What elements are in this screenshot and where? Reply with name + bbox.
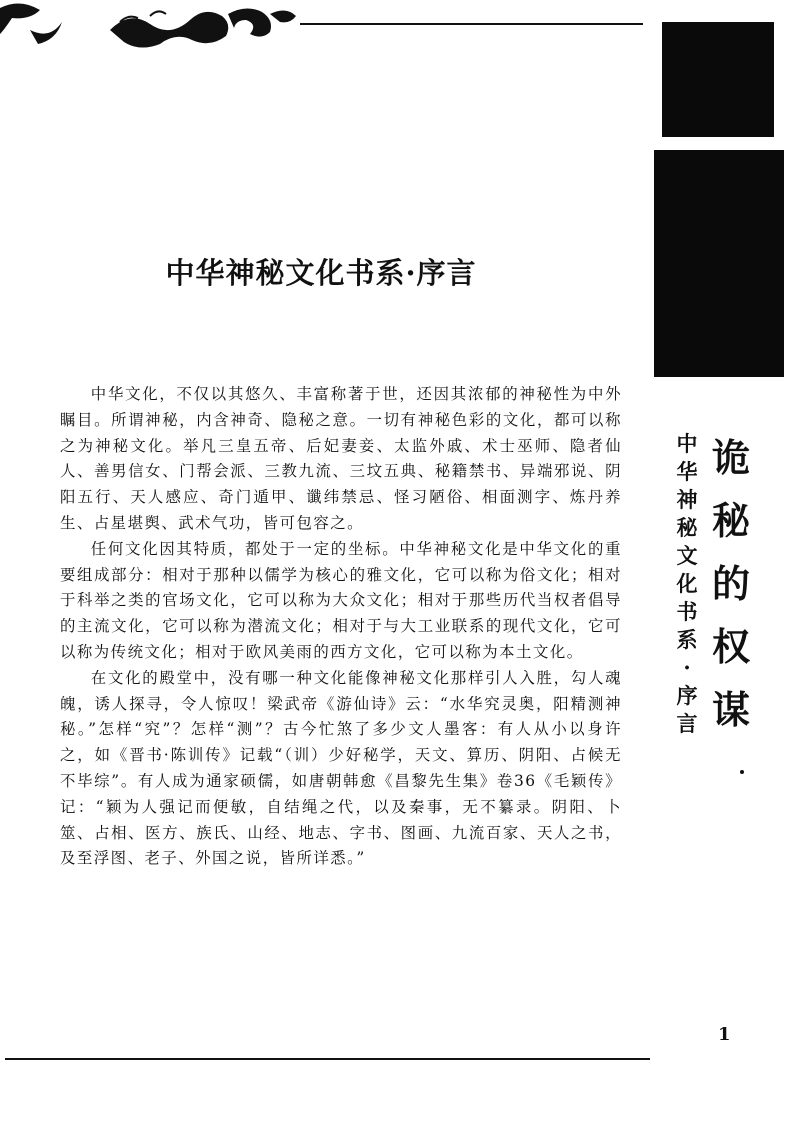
series-char: 书 <box>676 599 698 624</box>
series-char: 序 <box>676 683 698 708</box>
series-char: 秘 <box>676 515 698 540</box>
page-number: 1 <box>718 1024 731 1045</box>
series-char: 华 <box>676 459 698 484</box>
book-title-char: 谋 <box>711 687 750 732</box>
page-title: 中华神秘文化书系·序言 <box>165 256 477 291</box>
series-char: 中 <box>676 431 698 456</box>
book-title-char: 秘 <box>711 498 750 543</box>
book-title-char: 的 <box>711 561 750 606</box>
series-char: 化 <box>676 571 698 596</box>
series-char: 文 <box>676 543 698 568</box>
side-black-block-middle <box>654 150 784 377</box>
book-title-char: 权 <box>711 624 750 669</box>
series-char: 言 <box>676 711 698 736</box>
sidebar-book-title <box>705 430 757 745</box>
paragraph: 任何文化因其特质，都处于一定的坐标。中华神秘文化是中华文化的重要组成部分：相对于那种以儒学为核心的雅文化，它可以称为俗文化；相对于科举之类的官场文化，它可以称为大众文化；相对于那些历代当权者倡导的主流文化，它可以称为潜流文化；相对于与大工业联系的现代文化，它可以称为传统文化；相对于欧风美雨的西方文化，它可以称为本土文化。 <box>60 539 622 661</box>
preface-body <box>60 382 622 872</box>
paragraph: 在文化的殿堂中，没有哪一种文化能像神秘文化那样引人入胜，勾人魂魄，诱人探寻，令人惊叹！梁武帝《游仙诗》云：“水华究灵奥，阳精测神秘。”怎样“究”？怎样“测”？古今忙煞了多少文人墨客：有人从小以身许之，如《晋书·陈训传》记载“（训）少好秘学，天文、算历、阴阳、占候无不毕综”。有人成为通家硕儒，如唐朝韩愈《昌黎先生集》卷36《毛颖传》记：“颖为人强记而便敏，自结绳之代，以及秦事，无不纂录。阴阳、卜筮、占相、医方、族氏、山经、地志、字书、图画、九流百家、天人之书，及至浮图、老子、外国之说，皆所详悉。” <box>60 668 622 868</box>
paragraph: 中华文化，不仅以其悠久、丰富称著于世，还因其浓郁的神秘性为中外瞩目。所谓神秘，内含神奇、隐秘之意。一切有神秘色彩的文化，都可以称之为神秘文化。举凡三皇五帝、后妃妻妾、太监外戚、术士巫师、隐者仙人、善男信女、门帮会派、三教九流、三坟五典、秘籍禁书、异端邪说、阴阳五行、天人感应、奇门遁甲、谶纬禁忌、怪习陋俗、相面测字、炼丹养生、占星堪舆、武术气功，皆可包容之。 <box>60 385 622 532</box>
header-rule <box>300 23 643 25</box>
series-char: 系 <box>676 627 698 652</box>
dragon-ornament-icon <box>0 0 300 50</box>
margin-dot <box>740 770 744 774</box>
series-char: · <box>683 655 691 680</box>
footer-rule <box>5 1058 650 1060</box>
sidebar-series-title <box>675 430 699 738</box>
book-title-char: 诡 <box>711 435 750 480</box>
series-char: 神 <box>676 487 698 512</box>
side-black-block-top <box>662 22 774 137</box>
